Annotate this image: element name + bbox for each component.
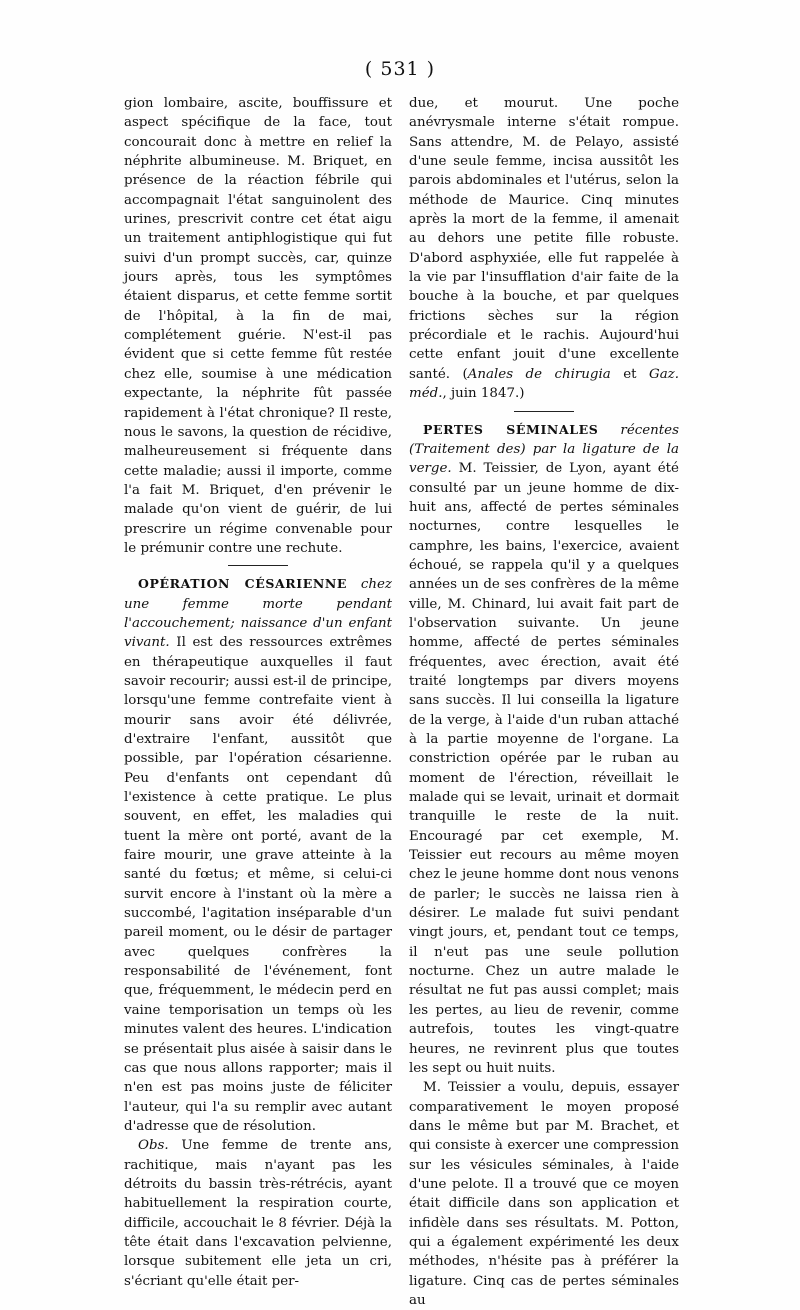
left-column: [124, 94, 392, 1291]
paragraph: M. Teissier a voulu, depuis, essayer comparativement le moyen proposé dans le même but par M. Brachet, et qui consiste à exercer une compression sur les vésicules séminales, à l'aide d'une pelote. Il a trouvé que ce moyen était difficile dans son application et infidèle dans ses résultats. M. Potton, qui a également expérimenté les deux méthodes, n'hésite pas à préférer la ligature. Cinq cas de pertes séminales au: [409, 1080, 679, 1308]
citation-end: , juin 1847.): [442, 386, 525, 402]
section-heading-cesarienne: [124, 574, 392, 1136]
paragraph-continued: [409, 94, 679, 404]
paragraph: Il est des ressources extrêmes en thérapeutique auxquelles il faut savoir recourir; aussi est-il de principe, lorsqu'une femme contrefaite vient à mourir sans avoir été délivrée, d'extraire l'enfant, aussitôt que possible, par l'opération césarienne. Peu d'enfants ont cependant dû l'existence à cette pratique. Le plus souvent, en effet, les maladies qui tuent la mère ont porté, avant de la faire mourir, une grave atteinte à la santé du fœtus; et même, si celui-ci survit encore à l'instant où la mère a succombé, l'agitation inséparable d'un pareil moment, ou le désir de partager avec quelques confrères la responsabilité de l'événement, font que, fréquemment, le médecin perd en vaine temporisation un temps où les minutes valent des heures. L'indication se présentait plus aisée à saisir dans le cas que nous allons rapporter; mais il n'en est pas moins juste de féliciter l'auteur, qui l'a su remplir avec autant d'adresse que de résolution.: [124, 635, 392, 1134]
page-number: ( 531 ): [364, 58, 436, 80]
section-title: PERTES SÉMINALES: [423, 421, 599, 437]
citation-mid: et: [610, 366, 649, 382]
section-title: OPÉRATION CÉSARIENNE: [138, 576, 347, 592]
observation-paragraph: [124, 1136, 392, 1291]
section-subtitle: récentes (Traitement des) par la ligature de la verge.: [409, 422, 679, 477]
section-heading-pertes: [409, 420, 679, 1079]
paragraph: Une femme de trente ans, rachitique, mais n'ayant pas les détroits du bassin très-rétrécis, ayant habituellement la respiration courte, difficile, accouchait le 8 février. Déjà la tête était dans l'excavation pelvienne, lorsque subitement elle jeta un cri, s'écriant qu'elle était per-: [124, 1138, 392, 1289]
obs-label: Obs.: [138, 1138, 169, 1154]
paragraph: gion lombaire, ascite, bouffissure et aspect spécifique de la face, tout concourait donc à mettre en relief la néphrite albumineuse. M. Briquet, en présence de la réaction fébrile qui accompagnait l'état sanguinolent des urines, prescrivit contre cet état aigu un traitement antiphlogistique qui fut suivi d'un prompt succès, car, quinze jours après, tous les symptômes étaient disparus, et cette femme sortit de l'hôpital, à la fin de mai, complétement guérie. N'est-il pas évident que si cette femme fût restée chez elle, soumise à une médication expectante, la néphrite fût passée rapidement à l'état chronique? Il reste, nous le savons, la question de récidive, malheureusement si fréquente dans cette maladie; aussi il importe, comme l'a fait M. Briquet, d'en prévenir le malade qu'on vient de guérir, de lui prescrire un régime convenable pour le prémunir contre une rechute.: [124, 96, 392, 556]
section-subtitle: chez une femme morte pendant l'accouchement; naissance d'un enfant vivant.: [124, 577, 392, 651]
citation-2: Gaz. méd.: [409, 366, 679, 402]
right-column: [409, 94, 679, 1310]
section-divider: [514, 411, 574, 412]
paragraph: due, et mourut. Une poche anévrysmale interne s'était rompue. Sans attendre, M. de Pelayo, assisté d'une seule femme, incisa aussitôt les parois abdominales et l'utérus, selon la méthode de Maurice. Cinq minutes après la mort de la femme, il amenait au dehors une petite fille robuste. D'abord asphyxiée, elle fut rappelée à la vie par l'insufflation d'air faite de la bouche à la bouche, et par quelques frictions sèches sur la région précordiale et le rachis. Aujourd'hui cette enfant jouit d'une excellente santé. (: [409, 96, 679, 382]
paragraph: M. Teissier, de Lyon, ayant été consulté par un jeune homme de dix-huit ans, affecté de pertes séminales nocturnes, contre lesquelles le camphre, les bains, l'exercice, avaient échoué, se rappela qu'il y a quelques années un de ses confrères de la même ville, M. Chinard, lui avait fait part de l'observation suivante. Un jeune homme, affecté de pertes séminales fréquentes, avec érection, avait été traité longtemps par divers moyens sans succès. Il lui conseilla la ligature de la verge, à l'aide d'un ruban attaché à la partie moyenne de l'organe. La constriction opérée par le ruban au moment de l'érection, réveillait le malade qui se levait, urinait et dormait tranquille le reste de la nuit. Encouragé par cet exemple, M. Teissier eut recours au même moyen chez le jeune homme dont nous venons de parler; le succès ne laissa rien à désirer. Le malade fut suivi pendant vingt jours, et, pendant tout ce temps, il n'eut pas une seule pollution nocturne. Chez un autre malade le résultat ne fut pas aussi complet; mais les pertes, au lieu de revenir, comme autrefois, toutes les vingt-quatre heures, ne revinrent plus que toutes les sept ou huit nuits.: [409, 461, 679, 1076]
section-divider: [228, 565, 288, 566]
citation: Anales de chirugia: [467, 366, 611, 382]
